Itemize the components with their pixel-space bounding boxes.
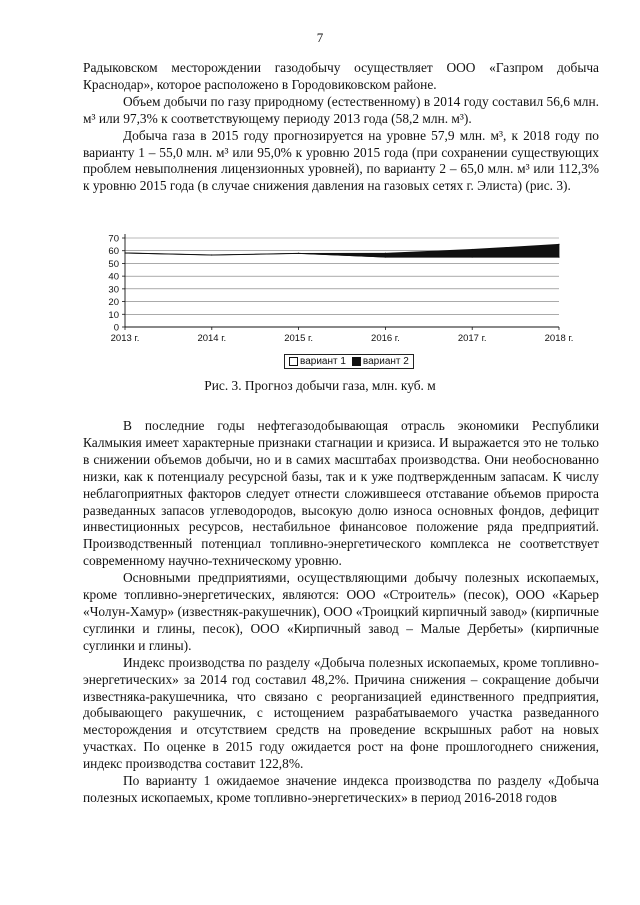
y-tick-label: 50 — [108, 258, 119, 270]
paragraph: По варианту 1 ожидаемое значение индекса производства по разделу «Добыча полезных ископаемых, кроме топливно-энергетических» в период 2016-2018 годов — [83, 773, 599, 805]
paragraph: В последние годы нефтегазодобывающая отрасль экономики Республики Калмыкия имеет характерные признаки стагнации и кризиса. И выражается это не только в снижении объемов добычи, но и в самих масштабах производства. Они необоснованно низки, как к потенциалу ресурсной базы, так и к уже подтвержденным запасам. К числу неблагоприятных факторов следует отнести сложившееся отставание объемов прироста разведанных запасов углеводородов, высокую долю износа основных фондов, дефицит инвестиционных ресурсов, нестабильное финансовое положение ряда предприятий. Производственный потенциал топливно-энергетического комплекса не соответствует современному научно-техническому уровню. — [83, 418, 599, 569]
x-tick-label: 2017 г. — [457, 333, 487, 344]
data-point-variant-1 — [558, 256, 559, 257]
data-point-variant-2 — [385, 253, 386, 254]
x-tick-label: 2013 г. — [110, 333, 140, 344]
legend-label: вариант 1 — [300, 356, 346, 367]
legend-item-variant-2 — [352, 356, 409, 367]
gas-production-chart — [83, 230, 599, 390]
data-point-variant-1 — [472, 256, 473, 257]
paragraph: Добыча газа в 2015 году прогнозируется на уровне 57,9 млн. м³, к 2018 году по варианту 1 – 55,0 млн. м³ или 95,0% к уровню 2015 года (при сохранении существующих проблем невыполнения лицензионных уровней), по варианту 2 – 65,0 млн. м³ или 112,3% к уровню 2015 года (в случае снижения давления на газовых сетях г. Элиста) (рис. 3). — [83, 127, 599, 194]
x-tick-label: 2018 г. — [544, 333, 574, 344]
paragraph: Основными предприятиями, осуществляющими добычу полезных ископаемых, кроме топливно-энергетических, являются: ООО «Строитель» (песок), ООО «Карьер «Чолун-Хамур» (известняк-ракушечник), ООО «Троицкий кирпичный завод» (кирпичные суглинки и глины, песок), ООО «Кирпичный завод – Малые Дербеты» (кирпичные суглинки и глины). — [83, 570, 599, 653]
data-point-variant-2 — [124, 252, 125, 253]
y-tick-label: 60 — [108, 246, 119, 258]
top-text-block — [83, 60, 599, 195]
x-tick-label: 2016 г. — [371, 333, 400, 344]
data-point-variant-2 — [298, 253, 299, 254]
data-point-variant-2 — [558, 244, 559, 245]
y-tick-label: 0 — [113, 322, 119, 334]
page-number: 7 — [316, 30, 324, 45]
paragraph: Радыковском месторождении газодобычу осуществляет ООО «Газпром добыча Краснодар», которое расположено в Городовиковском районе. — [83, 60, 599, 92]
data-point-variant-1 — [385, 256, 386, 257]
legend-label: вариант 2 — [362, 356, 409, 367]
x-tick-label: 2014 г. — [197, 333, 227, 344]
chart-plot — [83, 230, 599, 355]
legend-swatch-black — [352, 357, 361, 366]
paragraph: Объем добычи по газу природному (естественному) в 2014 году составил 56,6 млн. м³ или 97,3% к соответствующему периоду 2013 года (58,2 млн. м³). — [83, 93, 599, 126]
y-tick-label: 20 — [108, 297, 119, 309]
figure-caption: Рис. 3. Прогноз добычи газа, млн. куб. м — [204, 378, 436, 393]
x-tick-label: 2015 г. — [284, 333, 313, 344]
paragraph: Индекс производства по разделу «Добыча полезных ископаемых, кроме топливно-энергетических» за 2014 год составил 48,2%. Причина снижения – сокращение добычи известняка-ракушечника, что связано с реорганизацией единственного предприятия, добывающего ракушечник, с истощением разрабатываемого участка разведанного месторождения и отсутствием средств на проведение вскрышных работ на новых участках. По оценке в 2015 году ожидается рост на фоне прошлогоднего снижения, индекс производства составит 122,8%. — [83, 654, 599, 772]
bottom-text-block — [83, 418, 599, 807]
data-point-variant-2 — [472, 249, 473, 250]
chart-legend — [284, 354, 414, 369]
y-tick-label: 70 — [108, 233, 119, 245]
legend-swatch-white — [289, 357, 298, 366]
y-tick-label: 30 — [108, 284, 119, 296]
data-point-variant-2 — [211, 254, 212, 255]
legend-item-variant-1 — [289, 356, 346, 367]
y-tick-label: 10 — [108, 309, 119, 321]
y-tick-label: 40 — [108, 271, 119, 283]
